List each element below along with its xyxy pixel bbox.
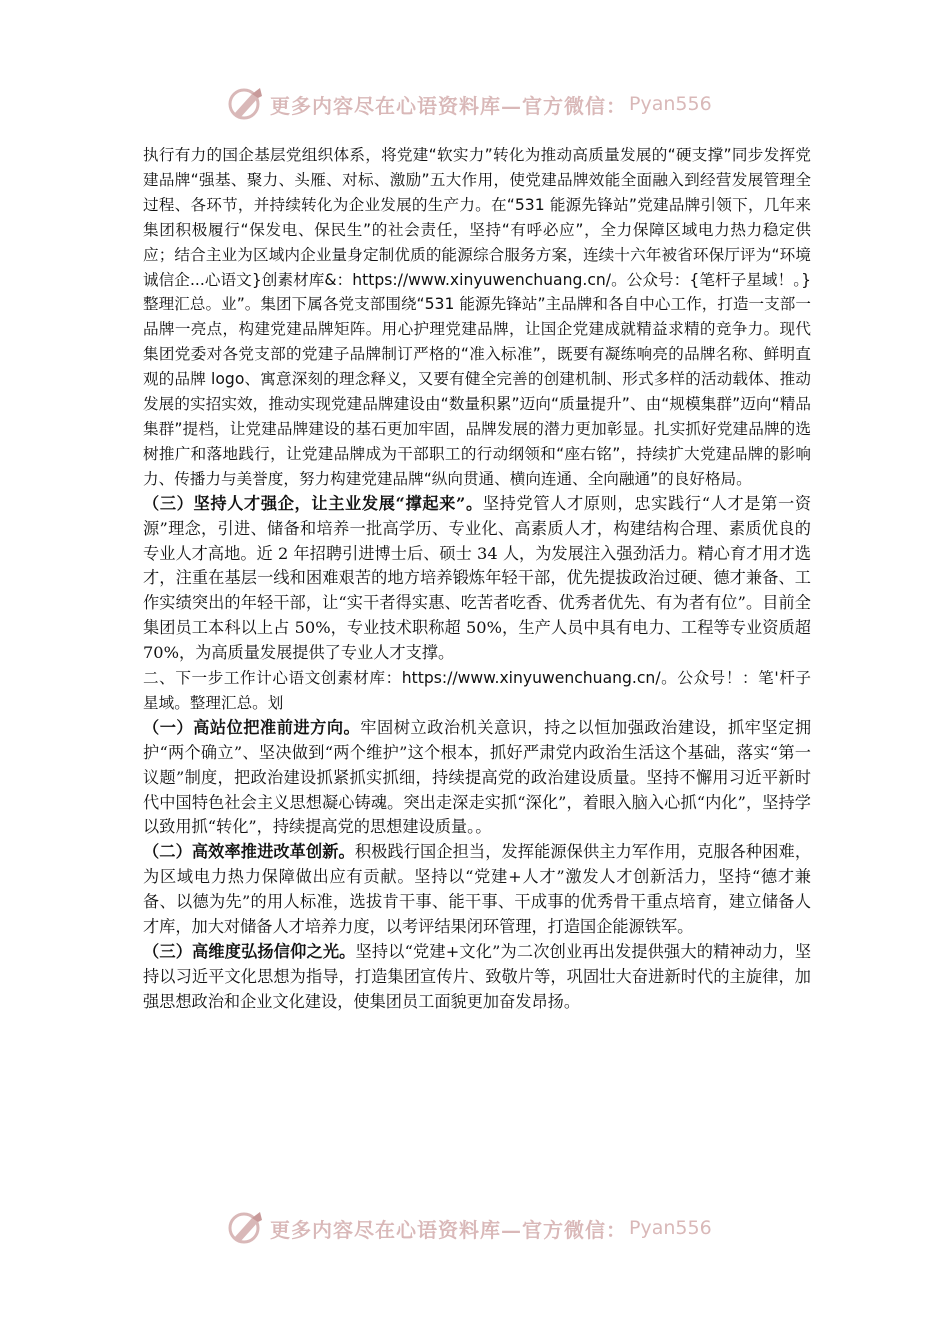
section-heading-reform: （二）高效率推进改革创新。 — [143, 842, 355, 862]
paragraph-reform-body: 积极践行国企担当，发挥能源保供主力军作用，克服各种困难，为区域电力热力保障做出应有贡献。坚持以“党建+人才”激发人才创新活力，坚持“德才兼备、以德为先”的用人标准，选拔肯干事、能干事、干成事的优秀骨干重点培育，建立储备人才库，加大对储备人才培养力度，以考评结果闭环管理，打造国企能源铁军。 — [143, 842, 812, 937]
paragraph-talent — [143, 492, 811, 666]
footer-watermark-banner — [226, 1206, 746, 1250]
paragraph-talent-body: 坚持党管人才原则，忠实践行“人才是第一资源”理念，引进、储备和培养一批高学历、专业化、高素质人才，构建结构合理、素质优良的专业人才高地。近 2 年招聘引进博士后、硕士 34 人，为发展注入强劲活力。精心育才用才选才，注重在基层一线和困难艰苦的地方培养锻炼年轻干部，优先提拔政治过硬、德才兼备、工作实绩突出的年轻干部，让“实干者得实惠、吃苦者吃香、优秀者优先、有为者有位”。目前全集团员工本科以上占 50%，专业技术职称超 50%，生产人员中具有电力、工程等专业资质超 70%，为高质量发展提供了专业人才支撑。 — [143, 493, 811, 663]
watermark-text: 更多内容尽在心语资料库—官方微信： — [270, 93, 627, 118]
document-body — [143, 143, 811, 1015]
watermark-wechat-id: Pyan556 — [629, 1217, 712, 1239]
paragraph-culture-body: 坚持以“党建+文化”为二次创业再出发提供强大的精神动力，坚持以习近平文化思想为指导，打造集团宣传片、致敬片等，巩固壮大奋进新时代的主旋律，加强思想政治和企业文化建设，使集团员工面貌更加奋发昂扬。 — [143, 942, 812, 1011]
paragraph-reform — [143, 840, 811, 940]
section-heading-culture: （三）高维度弘扬信仰之光。 — [143, 942, 356, 961]
paragraph-direction-body: 牢固树立政治机关意识，持之以恒加强政治建设，抓牢坚定拥护“两个确立”、坚决做到“两个维护”这个根本，抓好严肃党内政治生活这个基础，落实“第一议题”制度，把政治建设抓紧抓实抓细，持续提高党的政治建设质量。坚持不懈用习近平新时代中国特色社会主义思想凝心铸魂。突出走深走实抓“深化”，着眼入脑入心抓“内化”，坚持学以致用抓“转化”，持续提高党的思想建设质量。。 — [143, 717, 812, 837]
section-heading-next-steps: 二、下一步工作计心语文创素材库：https://www.xinyuwenchuang.cn/。公众号！：笔'杆子星域。整理汇总。划 — [143, 669, 811, 712]
pen-nib-logo-icon — [226, 84, 266, 124]
header-watermark-banner — [226, 82, 746, 126]
paragraph-direction — [143, 716, 811, 841]
watermark-text: 更多内容尽在心语资料库—官方微信： — [270, 1217, 627, 1242]
watermark-wechat-id: Pyan556 — [629, 93, 712, 115]
paragraph-culture — [143, 940, 811, 1015]
section-heading-direction: （一）高站位把准前进方向。 — [143, 717, 361, 737]
section-heading-talent: （三）坚持人才强企，让主业发展“撑起来”。 — [143, 493, 483, 513]
paragraph-party-brand: 执行有力的国企基层党组织体系，将党建“软实力”转化为推动高质量发展的“硬支撑”同步发挥党建品牌“强基、聚力、头雁、对标、激励”五大作用，使党建品牌效能全面融入到经营发展管理全过程、各环节，并持续转化为企业发展的生产力。在“531 能源先锋站”党建品牌引领下，几年来集团积极履行“保发电、保民生”的社会责任，坚持“有呼必应”，全力保障区域电力热力稳定供应；结合主业为区域内企业量身定制优质的能源综合服务方案，连续十六年被省环保厅评为“环境诚信企...心语文}创素材库&：https://www.xinyuwenchuang.cn/。公众号：{笔杆子星域！。}整理汇总。业”。集团下属各党支部围绕“531 能源先锋站”主品牌和各自中心工作，打造一支部一品牌一亮点，构建党建品牌矩阵。用心护理党建品牌，让国企党建成就精益求精的竞争力。现代集团党委对各党支部的党建子品牌制订严格的“准入标准”，既要有凝练响亮的品牌名称、鲜明直观的品牌 logo、寓意深刻的理念释义，又要有健全完善的创建机制、形式多样的活动载体、推动发展的实招实效，推动实现党建品牌建设由“数量积累”迈向“质量提升”、由“规模集群”迈向“精品集群”提档，让党建品牌建设的基石更加牢固，品牌发展的潜力更加彰显。扎实抓好党建品牌的选树推广和落地践行，让党建品牌成为干部职工的行动纲领和“座右铭”，持续扩大党建品牌的影响力、传播力与美誉度，努力构建党建品牌“纵向贯通、横向连通、全向融通”的良好格局。 — [143, 146, 811, 488]
pen-nib-logo-icon — [226, 1208, 266, 1248]
